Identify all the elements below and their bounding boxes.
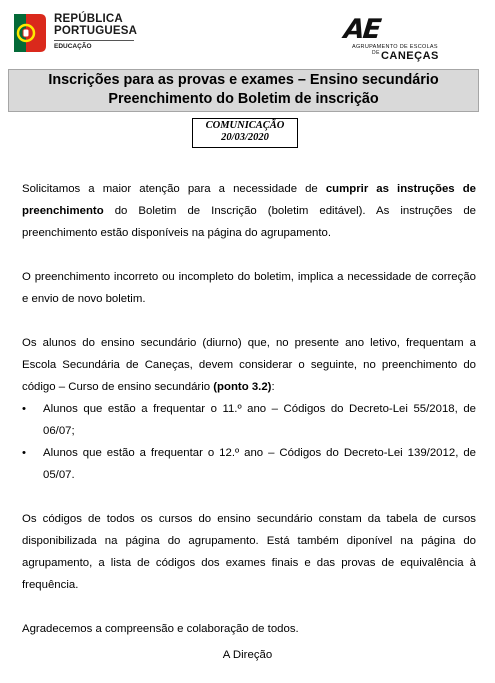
title-line1: Inscrições para as provas e exames – Ensino secundário — [48, 72, 439, 88]
paragraph-3-post: : — [271, 381, 275, 393]
paragraph-2: O preenchimento incorreto ou incompleto do boletim, implica a necessidade de correção e envio de novo boletim. — [22, 271, 476, 305]
school-logo-name — [372, 50, 439, 62]
bullet-list — [22, 398, 476, 486]
title-line2: Preenchimento do Boletim de inscrição — [108, 91, 379, 107]
gov-logo-line3: EDUCAÇÃO — [54, 43, 92, 50]
signoff: A Direção — [222, 649, 273, 661]
paragraph-3-pre: Os alunos do ensino secundário (diurno) que, no presente ano letivo, frequentam a Escola Secundária de Caneças, devem considerar o seguinte, no preenchimento do código – Curso de ensino secundário — [22, 337, 476, 393]
paragraph-4: Os códigos de todos os cursos do ensino secundário constam da tabela de cursos disponibilizada na página do agrupamento. Está também diponível na página do agrupamento, a lista de códigos dos exames finais e das provas de equivalência à frequência. — [22, 513, 476, 591]
communication-box — [192, 118, 298, 148]
list-item — [22, 442, 476, 486]
communication-date: 20/03/2020 — [221, 132, 269, 143]
gov-logo-line2: PORTUGUESA — [54, 25, 138, 37]
paragraph-1-pre: Solicitamos a maior atenção para a necessidade de — [22, 183, 326, 195]
paragraph-1-bold: cumprir as instruções de preenchimento — [22, 183, 476, 217]
list-item-text: Alunos que estão a frequentar o 12.º ano – Códigos do Decreto-Lei 139/2012, de 05/07. — [43, 447, 476, 481]
document-body — [22, 178, 476, 640]
bullet-icon: • — [22, 447, 26, 459]
gov-logo-divider — [54, 40, 134, 41]
communication-label: COMUNICAÇÃO — [205, 120, 285, 131]
school-logo-mark: AE — [342, 14, 382, 45]
document-title — [8, 69, 479, 112]
list-item-text: Alunos que estão a frequentar o 11.º ano – Códigos do Decreto-Lei 55/2018, de 06/07; — [43, 403, 476, 437]
paragraph-5: Agradecemos a compreensão e colaboração de todos. — [22, 623, 299, 635]
school-logo — [342, 16, 472, 62]
gov-logo-line1: REPÚBLICA — [54, 13, 123, 25]
list-item — [22, 398, 476, 442]
paragraph-3 — [22, 332, 476, 398]
portugal-flag-emblem-icon — [10, 12, 50, 54]
school-logo-name-text: CANEÇAS — [380, 50, 439, 62]
school-logo-subtitle: AGRUPAMENTO DE ESCOLAS — [352, 44, 438, 50]
paragraph-1 — [22, 178, 476, 244]
paragraph-3-bold: (ponto 3.2) — [213, 381, 272, 393]
school-logo-de: DE — [372, 50, 380, 56]
republica-portuguesa-logo — [10, 12, 150, 56]
paragraph-1-post: do Boletim de Inscrição (boletim editável). As instruções de preenchimento estão disponíveis na página do agrupamento. — [22, 205, 476, 239]
bullet-icon: • — [22, 403, 26, 415]
